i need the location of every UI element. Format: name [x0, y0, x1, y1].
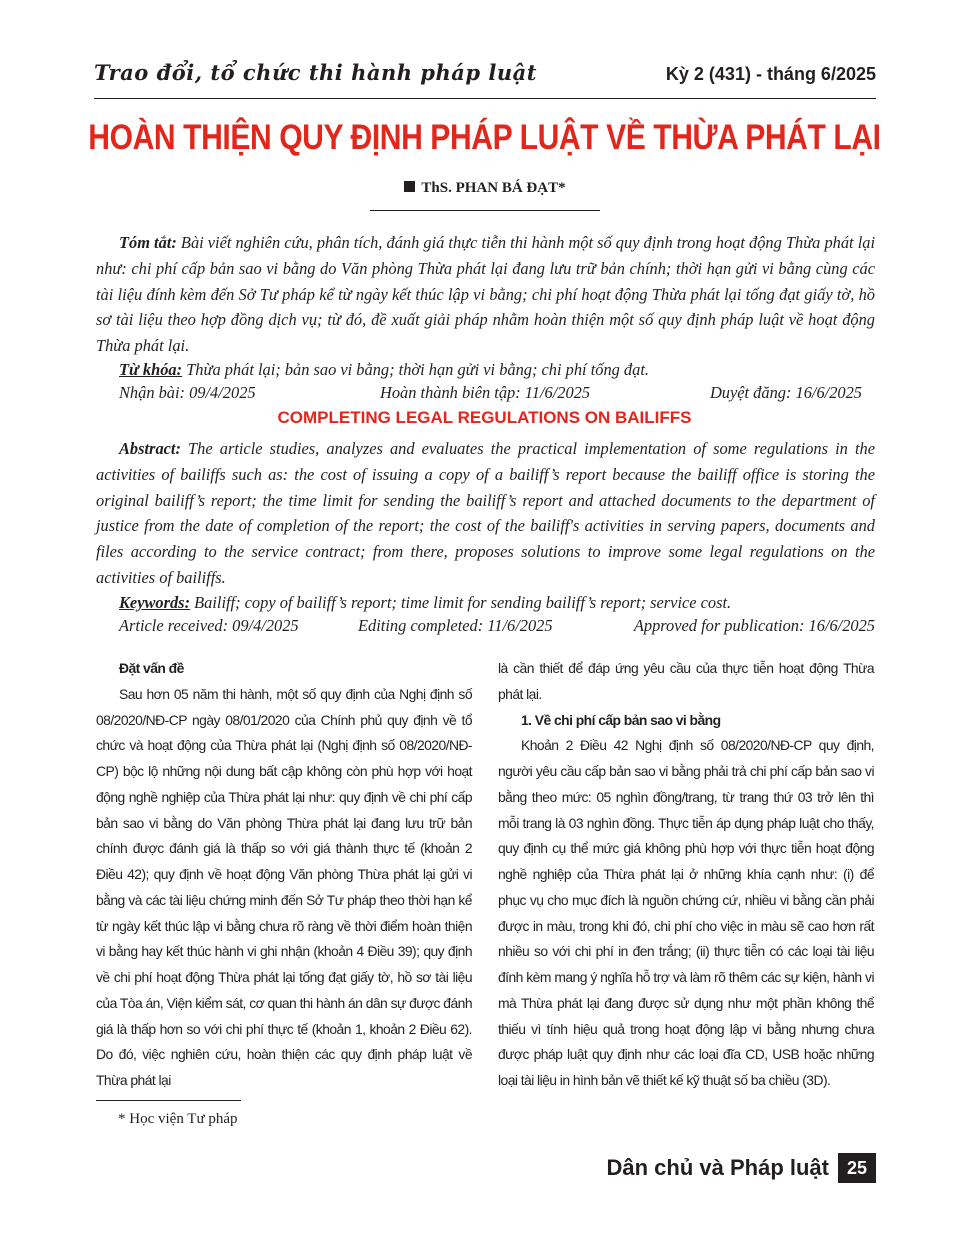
english-abstract	[96, 436, 875, 591]
abstract-label: Abstract:	[119, 439, 181, 458]
keywords-label: Từ khóa:	[119, 360, 183, 379]
english-keywords	[119, 591, 875, 615]
edited-date: Hoàn thành biên tập: 11/6/2025	[380, 383, 591, 402]
body-paragraph: Sau hơn 05 năm thi hành, một số quy định của Nghị định số 08/2020/NĐ-CP ngày 08/01/2020 của Chính phủ quy định về tổ chức và hoạt động của Thừa phát lại (Nghị định số 08/2020/NĐ-CP) bộc lộ những nội dung bất cập không còn phù hợp với hoạt động nghề nghiệp của Thừa phát lại như: quy định về chi phí cấp bản sao vi bằng do Văn phòng Thừa phát lại đang lưu trữ bản chính được đánh giá là thấp so với giá thành thực tế (khoản 2 Điều 42); quy định về hoạt động Văn phòng Thừa phát lại gửi vi bằng và các tài liệu chứng minh đến Sở Tư pháp theo thời hạn kể từ ngày kết thúc lập vi bằng chưa rõ ràng về thời điểm hoàn thiện vi bằng hay kết thúc hành vi ghi nhận (khoản 4 Điều 39); quy định về chi phí hoạt động Thừa phát lại tống đạt giấy tờ, hồ sơ tài liệu của Tòa án, Viện kiểm sát, cơ quan thi hành án dân sự được đánh giá là thấp hơn so với chi phí thực tế (khoản 1, khoản 2 Điều 62). Do đó, việc nghiên cứu, hoàn thiện các quy định pháp luật về Thừa phát lại	[96, 685, 472, 1088]
keywords-text: Thừa phát lại; bản sao vi bằng; thời hạn gửi vi bằng; chi phí tống đạt.	[182, 360, 649, 379]
running-header	[94, 56, 876, 99]
article-received: Article received: 09/4/2025	[119, 616, 299, 635]
body-paragraph: là cần thiết để đáp ứng yêu cầu của thực tiễn hoạt động Thừa phát lại.	[498, 660, 874, 702]
page-number: 25	[838, 1153, 876, 1183]
body-column-left	[96, 656, 472, 1094]
section-heading-1: 1. Về chi phí cấp bản sao vi bằng	[521, 711, 721, 728]
vietnamese-keywords	[119, 358, 875, 382]
approved-date: Duyệt đăng: 16/6/2025	[709, 383, 862, 402]
received-date: Nhận bài: 09/4/2025	[119, 383, 256, 402]
keywords-label: Keywords:	[119, 593, 191, 612]
body-paragraph: Khoản 2 Điều 42 Nghị định số 08/2020/NĐ-CP quy định, người yêu cầu cấp bản sao vi bằng phải trả chi phí cấp bản sao vi bằng theo mức: 05 nghìn đồng/trang, từ trang thứ 03 trở lên thì mỗi trang là 03 nghìn đồng. Thực tiễn áp dụng pháp luật cho thấy, quy định cụ thể mức giá không phù hợp với thực tiễn hoạt động nghề nghiệp của Thừa phát lại ở những khía cạnh như: (i) để phục vụ cho mục đích là nguồn chứng cứ, nhiều vi bằng cần phải được in màu, trong khi đó, chi phí cho việc in màu sẽ cao hơn rất nhiều so với chi phí in đen trắng; (ii) thực tiễn có các loại tài liệu đính kèm mang ý nghĩa hỗ trợ và làm rõ thêm các sự kiện, hành vi mà Thừa phát lại đang được sử dụng như một phần không thể thiếu vì tính hiệu quả trong hoạt động lập vi bằng nhưng chưa được pháp luật quy định như các loại đĩa CD, USB hoặc những loại tài liệu in hình bản vẽ thiết kế kỹ thuật số ba chiều (3D).	[498, 737, 874, 1088]
english-title: COMPLETING LEGAL REGULATIONS ON BAILIFFS	[277, 408, 692, 427]
author-name: ThS. PHAN BÁ ĐẠT*	[421, 180, 566, 196]
editing-completed: Editing completed: 11/6/2025	[358, 616, 553, 635]
author-line	[370, 180, 600, 211]
keywords-text: Bailiff; copy of bailiff’s report; time limit for sending bailiff’s report; service cost.	[190, 593, 732, 612]
magazine-name: Dân chủ và Pháp luật	[606, 1155, 829, 1180]
square-bullet-icon	[404, 181, 415, 192]
vietnamese-abstract	[96, 230, 875, 359]
author-affiliation-footnote: * Học viện Tư pháp	[118, 1111, 238, 1127]
section-heading-introduction: Đặt vấn đề	[119, 660, 184, 676]
abstract-label: Tóm tắt:	[119, 233, 177, 252]
approved-for-publication: Approved for publication: 16/6/2025	[633, 616, 875, 635]
section-name: Trao đổi, tổ chức thi hành pháp luật	[94, 60, 537, 85]
article-title: HOÀN THIỆN QUY ĐỊNH PHÁP LUẬT VỀ THỪA PHÁT LẠI	[88, 118, 881, 157]
issue-number: Kỳ 2 (431) - tháng 6/2025	[665, 64, 876, 84]
abstract-text: Bài viết nghiên cứu, phân tích, đánh giá thực tiễn thi hành một số quy định trong hoạt động Thừa phát lại như: chi phí cấp bản sao vi bằng do Văn phòng Thừa phát lại đang lưu trữ bản chính; thời hạn gửi vi bằng cùng các tài liệu đính kèm đến Sở Tư pháp kể từ ngày kết thúc lập vi bằng; chi phí hoạt động Thừa phát lại tống đạt giấy tờ, hồ sơ tài liệu theo hợp đồng dịch vụ; từ đó, đề xuất giải pháp nhằm hoàn thiện một số quy định pháp luật về hoạt động Thừa phát lại.	[96, 233, 876, 356]
abstract-text: The article studies, analyzes and evaluates the practical implementation of some regulations in the activities of bailiffs such as: the cost of issuing a copy of a bailiff’s report because the bailiff office is storing the original bailiff’s report; the time limit for sending the bailiff’s report and attached documents to the department of justice from the date of completion of the report; the cost of the bailiff's activities in serving papers, documents and files according to the service contract; from there, proposes solutions to improve some legal regulations on the activities of bailiffs.	[96, 439, 875, 587]
body-column-right	[498, 656, 874, 1094]
footnote-divider	[96, 1100, 241, 1101]
